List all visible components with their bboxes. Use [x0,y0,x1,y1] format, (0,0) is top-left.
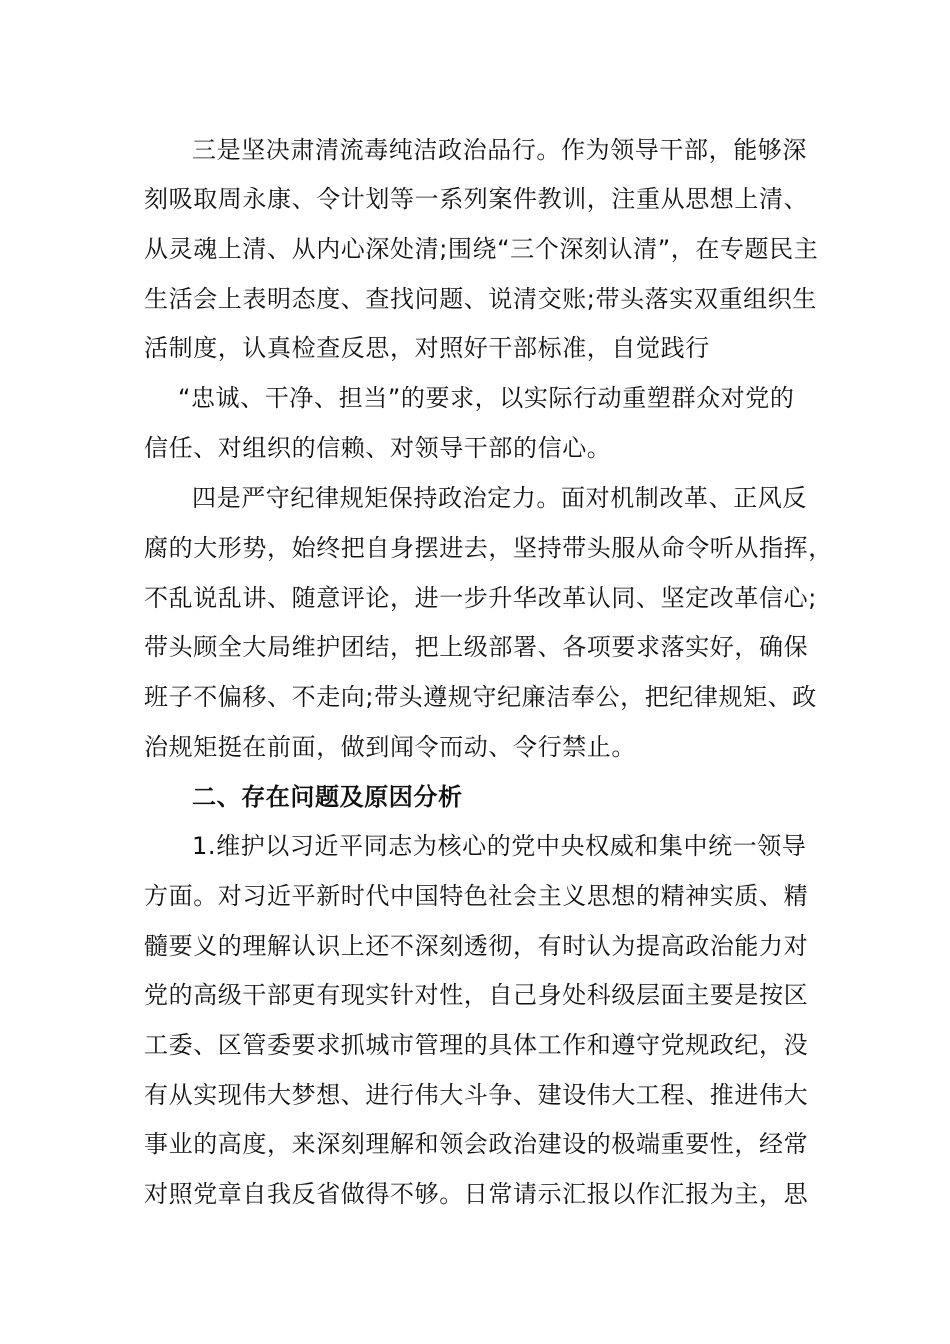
paragraph-line: 生活会上表明态度、查找问题、说清交账;带头落实双重组织生 [144,285,817,313]
paragraph-line: 四是严守纪律规矩保持政治定力。面对机制改革、正风反 [192,484,807,512]
paragraph-line: 腐的大形势，始终把自身摆进去，坚持带头服从命令听从指挥， [144,534,833,562]
paragraph-line: 治规矩挺在前面，做到闻令而动、令行禁止。 [144,733,636,761]
paragraph-line: 方面。对习近平新时代中国特色社会主义思想的精神实质、精 [144,882,809,910]
paragraph-line: 工委、区管委要求抓城市管理的具体工作和遵守党规政纪，没 [144,1031,809,1059]
paragraph-line: 党的高级干部更有现实针对性，自己身处科级层面主要是按区 [144,981,809,1009]
paragraph-line: 1.维护以习近平同志为核心的党中央权威和集中统一领导 [192,832,807,860]
paragraph-line: 班子不偏移、不走向;带头遵规守纪廉洁奉公，把纪律规矩、政 [144,683,817,711]
paragraph-line: 刻吸取周永康、令计划等一系列案件教训，注重从思想上清、 [144,185,809,213]
paragraph-line: 有从实现伟大梦想、进行伟大斗争、建设伟大工程、推进伟大 [144,1081,809,1109]
section-heading: 二、存在问题及原因分析 [192,783,463,811]
paragraph-line: 事业的高度，来深刻理解和领会政治建设的极端重要性，经常 [144,1130,809,1158]
paragraph-line: 髓要义的理解认识上还不深刻透彻，有时认为提高政治能力对 [144,932,809,960]
paragraph-line: 三是坚决肃清流毒纯洁政治品行。作为领导干部，能够深 [192,136,807,164]
paragraph-line: 对照党章自我反省做得不够。日常请示汇报以作汇报为主，思 [144,1180,809,1208]
paragraph-line: “忠诚、干净、担当”的要求，以实际行动重塑群众对党的 [178,384,795,412]
paragraph-line: 带头顾全大局维护团结，把上级部署、各项要求落实好，确保 [144,633,809,661]
paragraph-line: 信任、对组织的信赖、对领导干部的信心。 [144,434,612,462]
paragraph-line: 活制度，认真检查反思，对照好干部标准，自觉践行 [144,334,710,362]
paragraph-line: 不乱说乱讲、随意评论，进一步升华改革认同、坚定改革信心; [144,584,817,612]
paragraph-line: 从灵魂上清、从内心深处清;围绕“三个深刻认清”，在专题民主 [144,235,819,263]
